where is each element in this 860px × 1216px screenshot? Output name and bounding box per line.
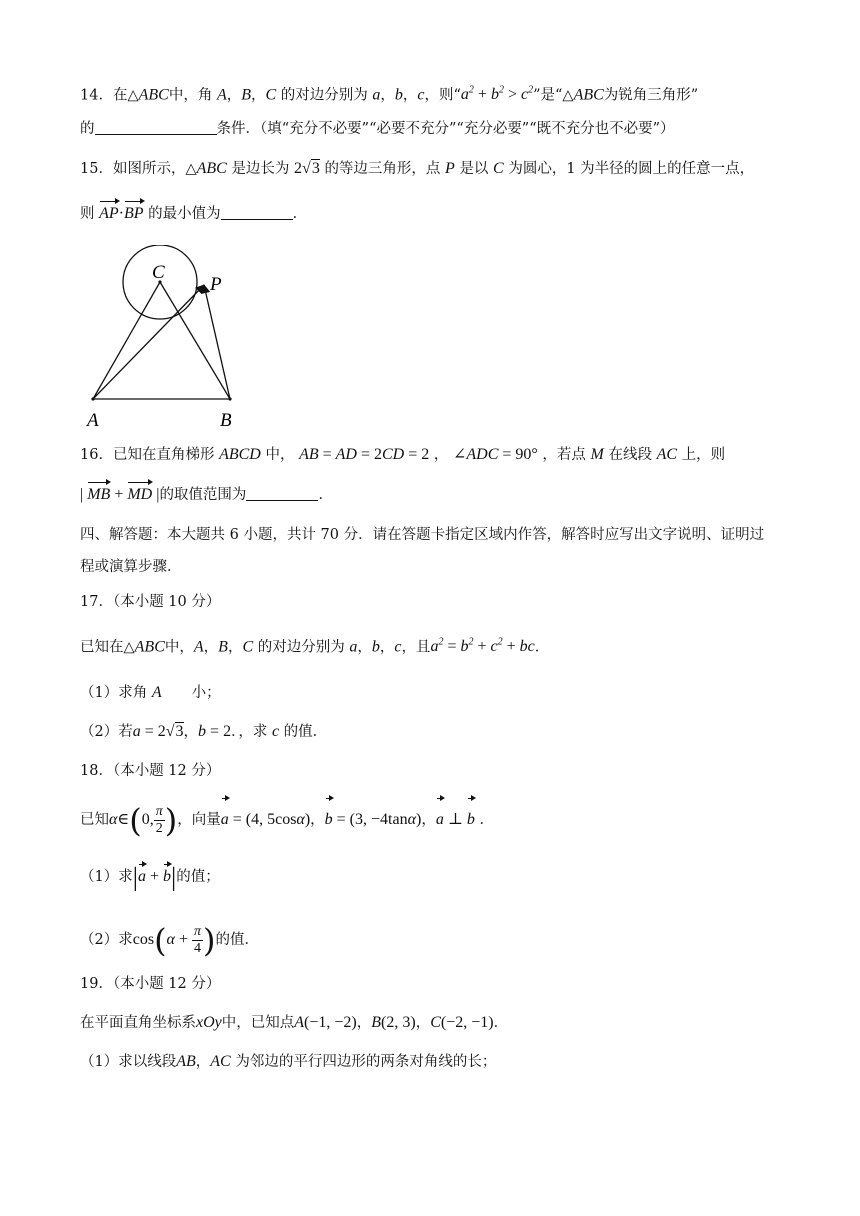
answer-blank[interactable] (95, 120, 217, 135)
formula-a2-b2-c2-bc: $a^2 = b^2 + c^2$ + bc (430, 637, 535, 656)
q18-stem: 已知α∈(0, $\frac{\pi}{2}$ )，向量a = (4, 5cosα)，b = (3, −4tanα)，a ⊥ b ． (80, 801, 494, 840)
q18-part1: （1）求|a + b|的值； (80, 862, 220, 892)
formula-vector-a: a = (4, 5cosα) (221, 811, 310, 828)
q19-stem: 在平面直角坐标系xOy中，已知点A(−1, −2)，B(2, 3)，C(−2, −1)． (80, 1014, 509, 1031)
q17-part2: （2）若a = 2√3，b = 2．，求 c 的值． (80, 723, 328, 740)
vector-bp (204, 285, 230, 399)
formula-alpha-interval: α∈(0, $\frac{\pi}{2}$ ) (109, 801, 178, 840)
q15-figure (80, 245, 250, 435)
formula-AP-dot-BP: AP·BP (99, 205, 143, 222)
answer-blank[interactable] (221, 205, 293, 220)
label-b: B (220, 410, 232, 431)
q19-part1: （1）求以线段AB，AC 为邻边的平行四边形的两条对角线的长； (80, 1053, 497, 1070)
formula-abs-mb-md: | MB + MD | (80, 486, 159, 503)
formula-ac: AC (210, 1053, 231, 1070)
q15-line2: 则 AP·BP 的最小值为 ． (80, 203, 307, 225)
formula-a-2sqrt3: a = 2√3 (132, 723, 184, 740)
q17-header: 17．（本小题 10 分） (80, 594, 221, 610)
q16-line1: 16．已知在直角梯形 ABCD 中， AB = AD = 2CD = 2 ， ∠ADC = 90° ，若点 M 在线段 AC 上，则 (80, 446, 726, 463)
formula-ab-ad-2cd: AB = AD = 2CD = 2 (299, 446, 430, 463)
formula-point-b: B(2, 3) (371, 1014, 416, 1031)
q18-header: 18．（本小题 12 分） (80, 763, 221, 779)
formula-point-c: C(−2, −1) (430, 1014, 494, 1031)
label-p: P (210, 274, 222, 295)
q14-line2: 的 条件．（填“充分不必要”“必要不充分”“充分必要”“既不充分也不必要”） (80, 121, 675, 137)
q19-header: 19．（本小题 12 分） (80, 976, 221, 992)
formula-2sqrt3: 2√3 (294, 160, 320, 177)
q16-line2: | MB + MD |的取值范围为 ． (80, 484, 333, 506)
section4-line1: 四、解答题：本大题共 6 小题，共计 70 分．请在答题卡指定区域内作答，解答时应写出文字说明、证明过 (80, 527, 765, 543)
q14-line1: 14．在△ABC中，角 A，B，C 的对边分别为 a，b，c，则“$a^2 + b^2 > c^2$”是“△ABC为锐角三角形” (80, 85, 699, 104)
formula-a2-b2-gt-c2: $a^2 + b^2 > c^2$ (460, 85, 534, 104)
formula-xoy: xOy (196, 1014, 222, 1031)
label-a: A (87, 410, 99, 431)
point-a (91, 397, 94, 400)
formula-a-perp-b: a ⊥ b (436, 811, 475, 828)
formula-ab: AB (176, 1053, 196, 1070)
formula-b-2: b = 2 (198, 723, 232, 740)
point-b (228, 397, 231, 400)
formula-angle-adc: ∠ADC = 90° (452, 446, 538, 463)
q15-line1: 15．如图所示，△ABC 是边长为 2√3 的等边三角形，点 P 是以 C 为圆心，1 为半径的圆上的任意一点， (80, 160, 755, 177)
q18-part2: （2）求cos(α + $\frac{\pi}{4}$ )的值． (80, 921, 259, 960)
formula-points: A(−1, −2) (294, 1014, 357, 1031)
q17-stem: 已知在△ABC中，A，B，C 的对边分别为 a，b，c，且$a^2 = b^2 + c^2$ + bc． (80, 637, 550, 656)
formula-cos-alpha-pi4: cos(α + $\frac{\pi}{4}$ ) (132, 921, 216, 960)
formula-vector-b: b = (3, −4tanα) (325, 811, 422, 828)
answer-blank[interactable] (246, 486, 318, 501)
segment-bc (160, 282, 230, 399)
section4-line2: 程或演算步骤． (80, 559, 182, 575)
q17-part1: （1）求角 A 小； (80, 684, 221, 701)
formula-abs-a-plus-b: |a + b| (132, 862, 177, 892)
label-c: C (152, 262, 165, 283)
